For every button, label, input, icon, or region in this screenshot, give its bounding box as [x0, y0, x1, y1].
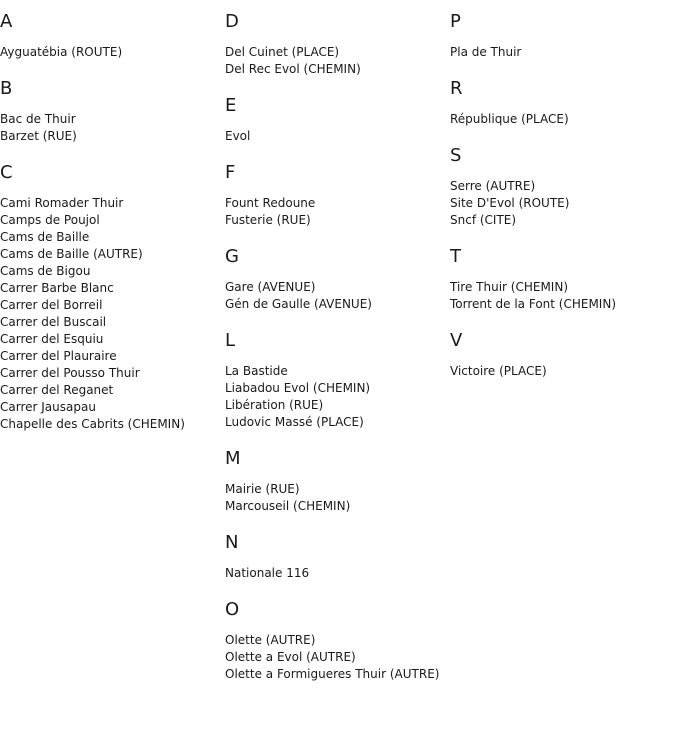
street-link[interactable]: Ludovic Massé (PLACE)	[225, 415, 364, 429]
section-letter-heading: G	[225, 246, 239, 267]
street-link[interactable]: Gén de Gaulle (AVENUE)	[225, 297, 372, 311]
street-link[interactable]: Liabadou Evol (CHEMIN)	[225, 381, 371, 395]
section-letter-heading: M	[225, 448, 241, 469]
letter-group	[450, 329, 675, 380]
letter-group	[450, 77, 675, 128]
street-link[interactable]: Libération (RUE)	[225, 398, 324, 412]
street-link[interactable]: Carrer Barbe Blanc	[0, 281, 114, 295]
section-letter-heading: E	[225, 95, 237, 116]
street-link[interactable]: Del Cuinet (PLACE)	[225, 45, 340, 59]
street-link[interactable]: Tire Thuir (CHEMIN)	[450, 280, 569, 294]
street-link[interactable]: Victoire (PLACE)	[450, 364, 547, 378]
section-letter-heading: V	[450, 330, 463, 351]
street-link[interactable]: Evol	[225, 129, 251, 143]
section-letter-heading: A	[0, 11, 13, 32]
street-link[interactable]: Pla de Thuir	[450, 45, 522, 59]
street-list	[450, 363, 675, 380]
letter-group	[225, 245, 450, 313]
letter-group	[225, 329, 450, 431]
index-column-1	[0, 10, 225, 449]
street-link[interactable]: Barzet (RUE)	[0, 129, 77, 143]
street-link[interactable]: Carrer del Plauraire	[0, 349, 117, 363]
index-column-2	[225, 10, 450, 699]
street-link[interactable]: Carrer del Buscail	[0, 315, 107, 329]
street-list	[0, 195, 225, 433]
letter-group	[450, 10, 675, 61]
section-letter-heading: L	[225, 330, 236, 351]
street-link[interactable]: Olette a Evol (AUTRE)	[225, 650, 356, 664]
section-letter-heading: D	[225, 11, 239, 32]
street-link[interactable]: Ayguatébia (ROUTE)	[0, 45, 123, 59]
street-list	[0, 111, 225, 145]
street-list	[225, 44, 450, 78]
street-list	[225, 128, 450, 145]
street-link[interactable]: Carrer del Borreil	[0, 298, 103, 312]
street-list	[0, 44, 225, 61]
section-letter-heading: P	[450, 11, 461, 32]
street-link[interactable]: Torrent de la Font (CHEMIN)	[450, 297, 617, 311]
letter-group	[450, 245, 675, 313]
street-list	[450, 279, 675, 313]
street-link[interactable]: Sncf (CITE)	[450, 213, 517, 227]
street-link[interactable]: Gare (AVENUE)	[225, 280, 316, 294]
street-link[interactable]: Site D'Evol (ROUTE)	[450, 196, 570, 210]
street-list	[225, 481, 450, 515]
street-link[interactable]: Camps de Poujol	[0, 213, 100, 227]
letter-group	[225, 598, 450, 683]
street-link[interactable]: Fount Redoune	[225, 196, 316, 210]
street-list	[225, 632, 450, 683]
street-link[interactable]: Carrer del Reganet	[0, 383, 114, 397]
letter-group	[225, 10, 450, 78]
street-link[interactable]: Cams de Baille	[0, 230, 90, 244]
street-list	[225, 363, 450, 431]
street-list	[450, 44, 675, 61]
section-letter-heading: T	[450, 246, 461, 267]
street-link[interactable]: Cams de Bigou	[0, 264, 91, 278]
letter-group	[0, 77, 225, 145]
section-letter-heading: R	[450, 78, 463, 99]
street-link[interactable]: Del Rec Evol (CHEMIN)	[225, 62, 361, 76]
street-link[interactable]: Chapelle des Cabrits (CHEMIN)	[0, 417, 185, 431]
street-list	[450, 178, 675, 229]
street-link[interactable]: Olette (AUTRE)	[225, 633, 316, 647]
section-letter-heading: B	[0, 78, 13, 99]
street-list	[225, 565, 450, 582]
letter-group	[225, 447, 450, 515]
section-letter-heading: C	[0, 162, 13, 183]
letter-group	[0, 10, 225, 61]
street-link[interactable]: Mairie (RUE)	[225, 482, 300, 496]
street-link[interactable]: Cams de Baille (AUTRE)	[0, 247, 143, 261]
street-link[interactable]: Serre (AUTRE)	[450, 179, 536, 193]
street-link[interactable]: Carrer del Pousso Thuir	[0, 366, 140, 380]
street-link[interactable]: Carrer del Esquiu	[0, 332, 104, 346]
letter-group	[225, 94, 450, 145]
section-letter-heading: O	[225, 599, 240, 620]
letter-group	[450, 144, 675, 229]
section-letter-heading: N	[225, 532, 239, 553]
letter-group	[225, 161, 450, 229]
street-link[interactable]: Olette a Formigueres Thuir (AUTRE)	[225, 667, 440, 681]
letter-group	[0, 161, 225, 433]
street-list	[450, 111, 675, 128]
street-list	[225, 279, 450, 313]
street-link[interactable]: République (PLACE)	[450, 112, 569, 126]
street-list	[225, 195, 450, 229]
street-link[interactable]: La Bastide	[225, 364, 288, 378]
section-letter-heading: F	[225, 162, 236, 183]
street-link[interactable]: Nationale 116	[225, 566, 310, 580]
index-column-3	[450, 10, 675, 396]
letter-group	[225, 531, 450, 582]
street-link[interactable]: Bac de Thuir	[0, 112, 76, 126]
street-link[interactable]: Carrer Jausapau	[0, 400, 96, 414]
street-link[interactable]: Marcouseil (CHEMIN)	[225, 499, 351, 513]
street-link[interactable]: Fusterie (RUE)	[225, 213, 311, 227]
section-letter-heading: S	[450, 145, 462, 166]
street-link[interactable]: Cami Romader Thuir	[0, 196, 124, 210]
